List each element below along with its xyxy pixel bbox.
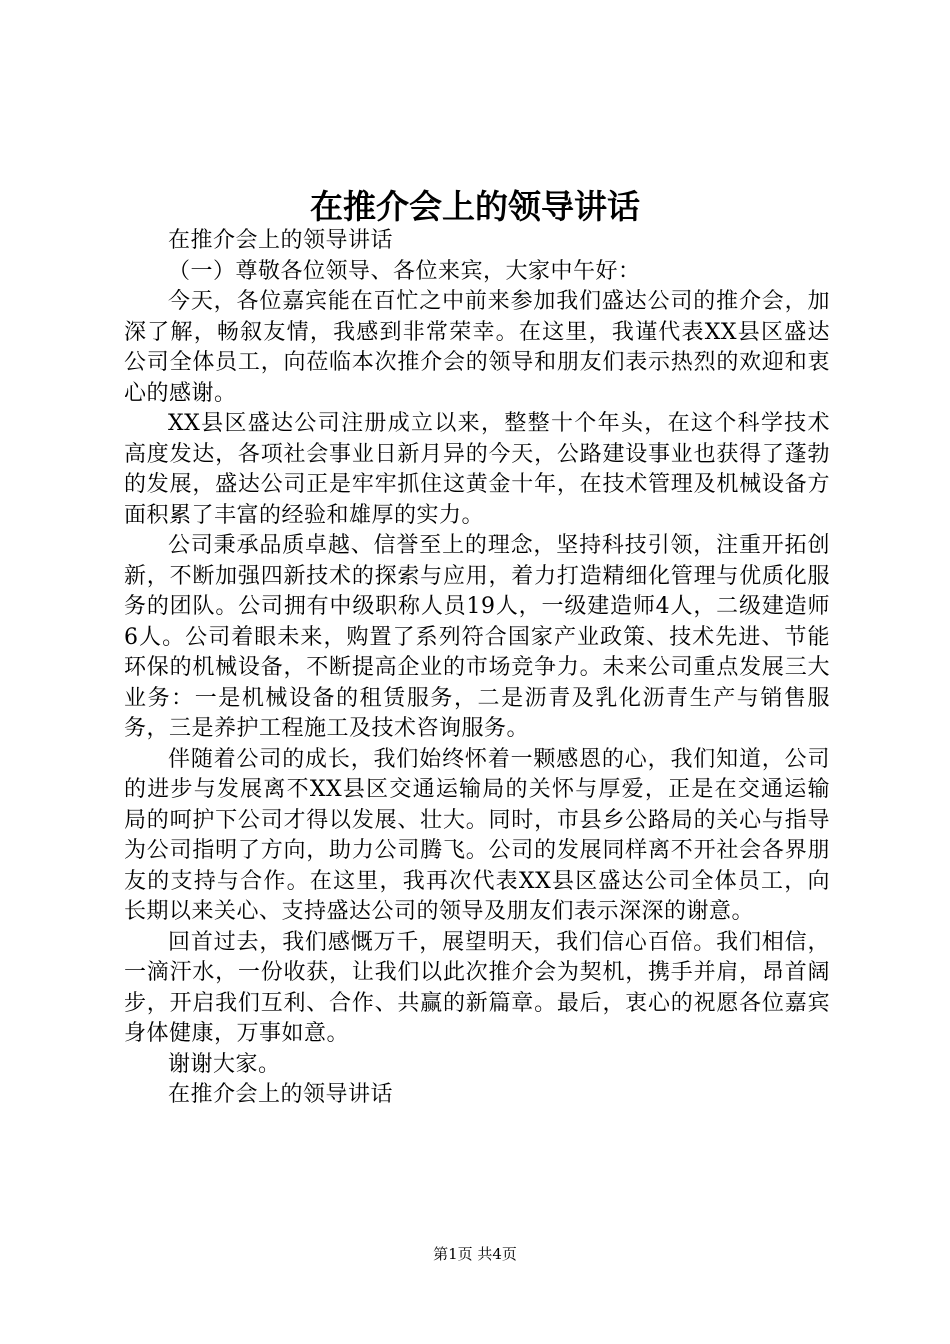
paragraph-subtitle: 在推介会上的领导讲话	[168, 228, 394, 253]
paragraph-welcome: 今天，各位嘉宾能在百忙之中前来参加我们盛达公司的推介会，加深了解，畅叙友情，我感到非常荣幸。在这里，我谨代表XX县区盛达公司全体员工，向莅临本次推介会的领导和朋友们表示热烈的欢迎和衷心的感谢。	[124, 289, 830, 406]
paragraph-thanks: 谢谢大家。	[168, 1051, 281, 1077]
document-body	[124, 226, 830, 1111]
paragraph-history: XX县区盛达公司注册成立以来，整整十个年头，在这个科学技术高度发达，各项社会事业日新月异的今天，公路建设事业也获得了蓬勃的发展，盛达公司正是牢牢抓住这黄金十年，在技术管理及机械设备方面积累了丰富的经验和雄厚的实力。	[124, 411, 830, 528]
paragraph-greeting: （一）尊敬各位领导、各位来宾，大家中午好：	[168, 258, 641, 284]
paragraph-next-section-title: 在推介会上的领导讲话	[168, 1082, 394, 1107]
paragraph-outlook: 回首过去，我们感慨万千，展望明天，我们信心百倍。我们相信，一滴汗水，一份收获，让我们以此次推介会为契机，携手并肩，昂首阔步，开启我们互利、合作、共赢的新篇章。最后，衷心的祝愿各位嘉宾身体健康，万事如意。	[124, 929, 830, 1046]
document-title: 在推介会上的领导讲话	[310, 187, 640, 226]
page-footer	[0, 1244, 950, 1264]
paragraph-gratitude: 伴随着公司的成长，我们始终怀着一颗感恩的心，我们知道，公司的进步与发展离不XX县区交通运输局的关怀与厚爱，正是在交通运输局的呵护下公司才得以发展、壮大。同时，市县乡公路局的关心与指导为公司指明了方向，助力公司腾飞。公司的发展同样离不开社会各界朋友的支持与合作。在这里，我再次代表XX县区盛达公司全体员工，向长期以来关心、支持盛达公司的领导及朋友们表示深深的谢意。	[124, 746, 830, 924]
page-indicator: 第1页 共4页	[433, 1245, 517, 1263]
paragraph-company-profile: 公司秉承品质卓越、信誉至上的理念，坚持科技引领，注重开拓创新，不断加强四新技术的探索与应用，着力打造精细化管理与优质化服务的团队。公司拥有中级职称人员19人，一级建造师4人，二级建造师6人。公司着眼未来，购置了系列符合国家产业政策、技术先进、节能环保的机械设备，不断提高企业的市场竞争力。未来公司重点发展三大业务：一是机械设备的租赁服务，二是沥青及乳化沥青生产与销售服务，三是养护工程施工及技术咨询服务。	[124, 533, 830, 741]
